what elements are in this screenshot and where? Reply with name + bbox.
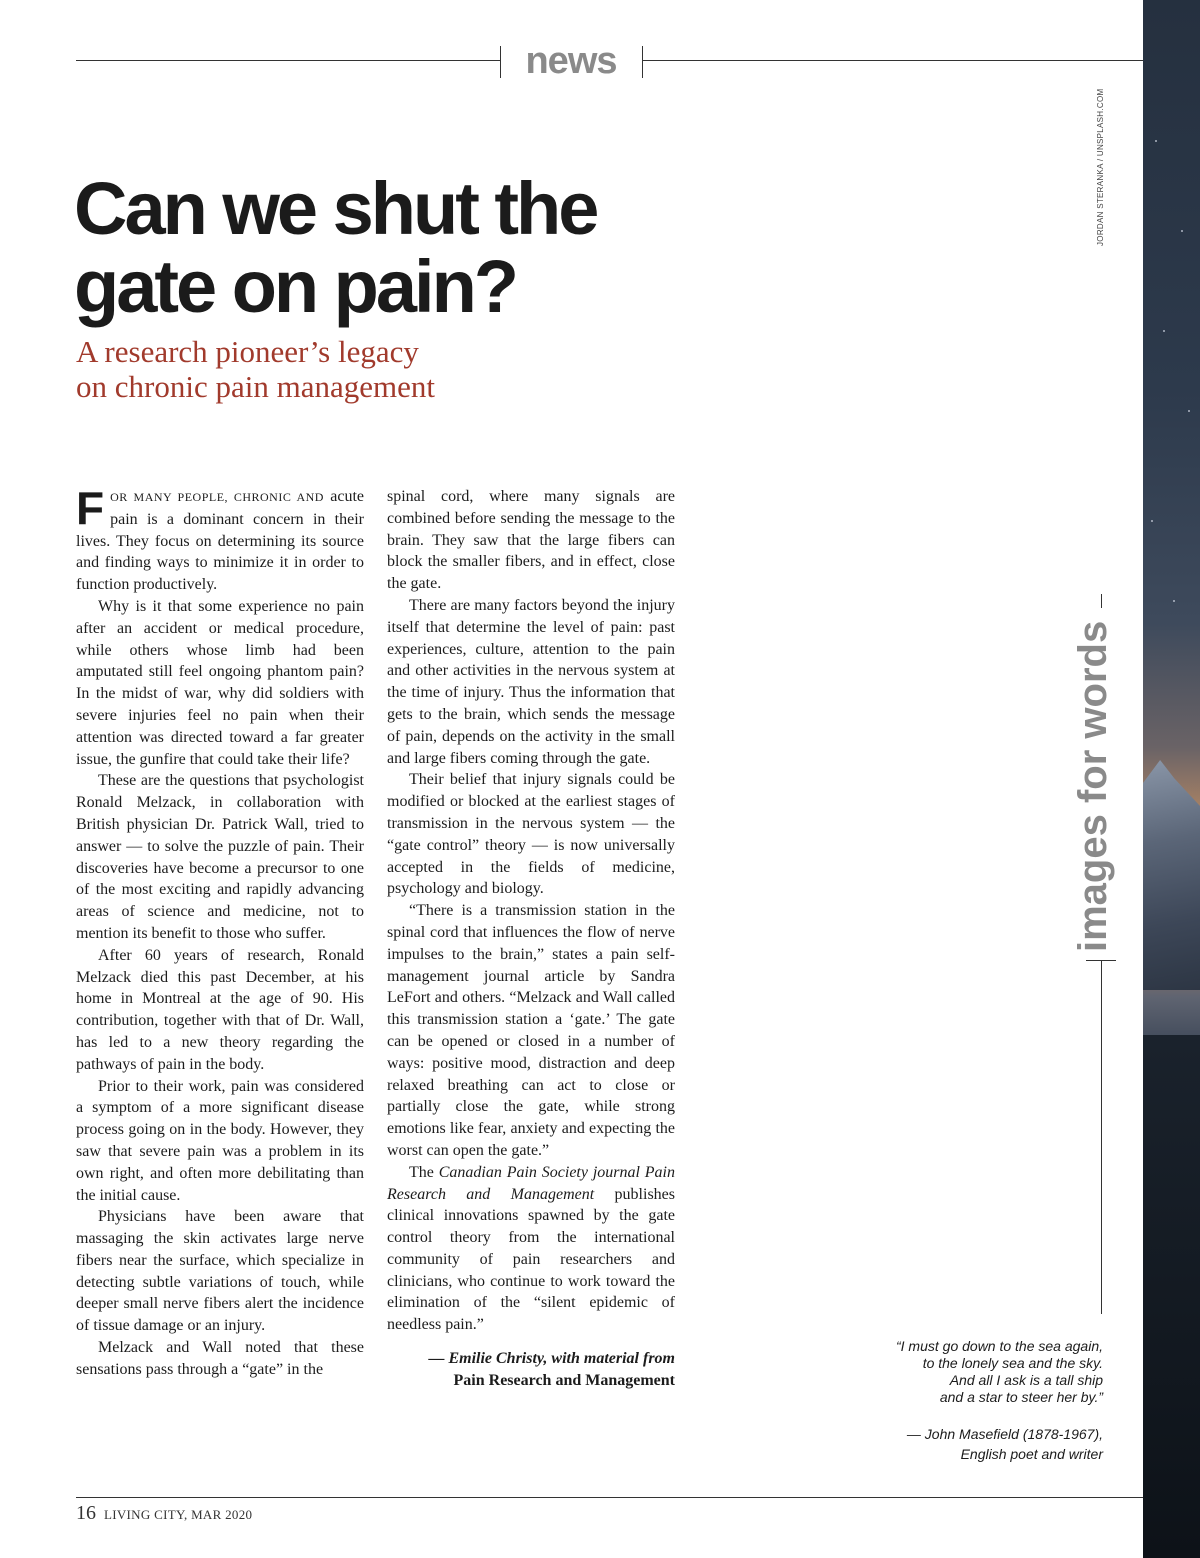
- quote-line: and a star to steer her by.”: [939, 1389, 1103, 1405]
- drop-cap: F: [76, 482, 105, 534]
- paragraph: [387, 1162, 675, 1336]
- side-rule-bottom: [1101, 960, 1102, 1314]
- headline-line-1: Can we shut the: [74, 167, 597, 250]
- paragraph-split-start: Melzack and Wall noted that these sensations pass through a “gate” in the: [76, 1339, 364, 1378]
- quote-line: to the lonely sea and the sky.: [922, 1355, 1103, 1371]
- paragraph: “There is a transmission station in the spinal cord that influences the flow of nerve impulses to the brain,” states a pain self-management journal article by Sandra LeFort and others. “Melzack and Wall called this transmission station a ‘gate.’ The gate can be opened or closed in a number of ways: positive mood, distraction and deep relaxed breathing can act to close or partially close the gate, while strong emotions like fear, anxiety and expecting the worst can open the gate.”: [387, 902, 675, 1159]
- journal-title: Canadian Pain Society journal Pain Research and Management: [387, 1163, 676, 1203]
- byline: [387, 1348, 675, 1392]
- text: The: [409, 1163, 439, 1181]
- header-tick-left: [500, 46, 501, 78]
- star: [1151, 520, 1153, 522]
- header-tick-right: [642, 46, 643, 78]
- text: publishes clinical innovations spawned by the gate control theory from the international community of pain researchers and clinicians, who continue to work toward the elimination of the “silent epidemic of needless pain.”: [387, 1185, 675, 1334]
- headline-line-2: gate on pain?: [74, 245, 516, 328]
- side-tag: [1070, 612, 1120, 952]
- quote-attribution: [840, 1424, 1103, 1464]
- headline: [74, 167, 694, 328]
- side-tag-text: images for words: [1071, 620, 1115, 952]
- header-rule-left: [76, 60, 500, 61]
- star: [1188, 410, 1190, 412]
- footer: [76, 1502, 252, 1525]
- subhead: [76, 334, 596, 404]
- star: [1173, 600, 1175, 602]
- page-number: 16: [76, 1502, 96, 1524]
- article-column-2: [387, 486, 675, 1392]
- side-rule-top: [1101, 594, 1102, 608]
- paragraph: Why is it that some experience no pain after an accident or medical procedure, while others whose limb had been amputated still feel ongoing phantom pain? In the midst of war, why did soldiers with severe injuries feel no pain when their attention was directed toward a far greater issue, the gunfire that could take their life?: [76, 597, 364, 768]
- background-photo: [1143, 0, 1200, 1558]
- lead-text: acute pain is a dominant concern in their lives. They focus on determining its source and finding ways to minimize it in order to function productively.: [76, 488, 364, 594]
- photo-credit: [1096, 88, 1110, 246]
- subhead-line-2: on chronic pain management: [76, 369, 435, 404]
- subhead-line-1: A research pioneer’s legacy: [76, 334, 419, 369]
- mountain-silhouette: [1143, 760, 1200, 990]
- paragraph: Prior to their work, pain was considered a symptom of a more significant disease process going on in the body. However, they saw that severe pain was a problem in its own right, and often more debilitating than the initial cause.: [76, 1077, 364, 1204]
- star: [1163, 330, 1165, 332]
- star: [1181, 230, 1183, 232]
- paragraph: There are many factors beyond the injury itself that determine the level of pain: past experiences, culture, attention to the pain and other activities in the nervous system at the time of injury. Thus the information that gets to the brain, which sends the message of pain, depends on the activity in the small and large fibers coming through the gate.: [387, 596, 675, 767]
- section-tag: news: [525, 40, 617, 82]
- paragraph: [76, 1337, 364, 1381]
- photo-credit-text: JORDAN STERANKA / UNSPLASH.COM: [1096, 88, 1105, 246]
- quote-line: And all I ask is a tall ship: [949, 1372, 1103, 1388]
- byline-source: Pain Research and Management: [453, 1371, 675, 1389]
- paragraph: After 60 years of research, Ronald Melzack died this past December, at his home in Montreal at the age of 90. His contribution, together with that of Dr. Wall, has led to a new theory regarding the pathways of pain in the body.: [76, 946, 364, 1073]
- quote-line: “I must go down to the sea again,: [895, 1338, 1103, 1354]
- article-column-1: [76, 482, 364, 1381]
- water: [1143, 1035, 1200, 1558]
- pull-quote: [840, 1338, 1103, 1464]
- paragraph: These are the questions that psychologist Ronald Melzack, in collaboration with British physician Dr. Patrick Wall, tried to answer — to solve the puzzle of pain. Their discoveries have become a precursor to one of the most exciting and rapidly advancing areas of science and medicine, not to mention its benefit to those who suffer.: [76, 772, 364, 942]
- publication-name: LIVING CITY, MAR 2020: [104, 1507, 253, 1522]
- lead-smallcaps: OR MANY PEOPLE, CHRONIC AND: [110, 490, 324, 504]
- paragraph-continued: spinal cord, where many signals are combined before sending the message to the brain. They saw that the large fibers can block the smaller fibers, and in effect, close the gate.: [387, 488, 675, 593]
- paragraph: Physicians have been aware that massaging the skin activates large nerve fibers near the surface, which specialize in detecting subtle variations of touch, while deeper small nerve fibers alert the incidence of tissue damage or an injury.: [76, 1208, 364, 1335]
- attribution-role: English poet and writer: [960, 1446, 1103, 1462]
- byline-author: — Emilie Christy, with material from: [428, 1350, 675, 1368]
- star: [1155, 140, 1157, 142]
- attribution-name: — John Masefield (1878-1967),: [906, 1426, 1103, 1442]
- paragraph: [76, 482, 364, 596]
- header-rule-right: [642, 60, 1143, 61]
- paragraph: Their belief that injury signals could be modified or blocked at the earliest stages of transmission in the nervous system — the “gate control” theory — is now universally accepted in the fields of medicine, psychology and biology.: [387, 771, 675, 898]
- footer-rule: [76, 1497, 1143, 1498]
